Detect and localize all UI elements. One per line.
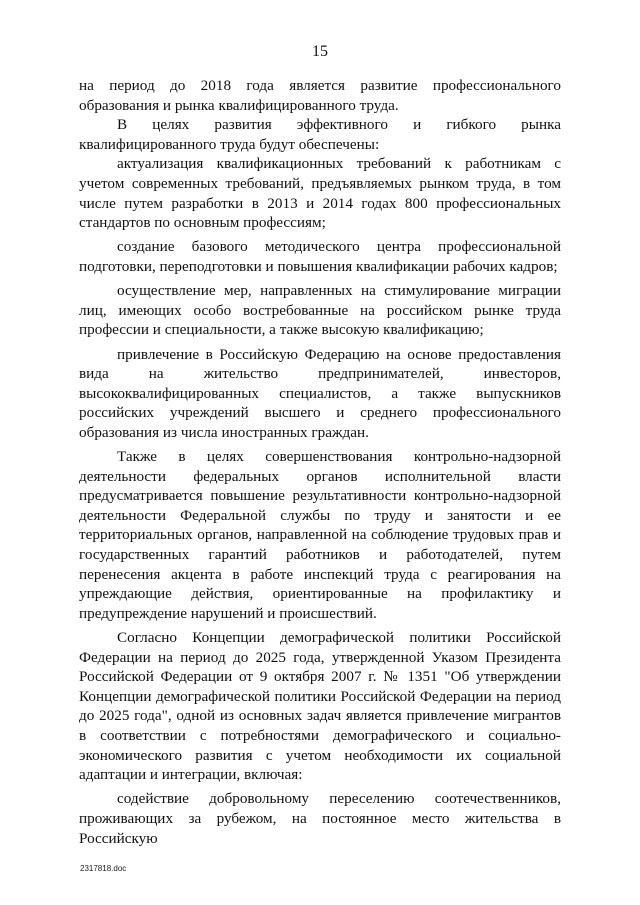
paragraph: содействие добровольному переселению соотечественников, проживающих за рубежом, на постоянное место жительства в Российскую xyxy=(79,790,561,847)
paragraph: В целях развития эффективного и гибкого рынка квалифицированного труда будут обеспечены: xyxy=(79,116,561,153)
paragraph: создание базового методического центра профессиональной подготовки, переподготовки и повышения квалификации рабочих кадров; xyxy=(79,238,561,275)
paragraph: осуществление мер, направленных на стимулирование миграции лиц, имеющих особо востребованные на российском рынке труда профессии и специальности, а также высокую квалификацию; xyxy=(79,282,561,339)
paragraph: актуализация квалификационных требований к работникам с учетом современных требований, предъявляемых рынком труда, в том числе путем разработки в 2013 и 2014 годах 800 профессиональных стандартов по основным профессиям; xyxy=(79,155,561,232)
paragraph: на период до 2018 года является развитие профессионального образования и рынка квалифицированного труда. xyxy=(79,77,561,114)
paragraph: Также в целях совершенствования контрольно-надзорной деятельности федеральных органов исполнительной власти предусматривается повышение результативности контрольно-надзорной деятельности Федеральной службы по труду и занятости и ее территориальных органов, направленной на соблюдение трудовых прав и государственных гарантий работников и работодателей, путем перенесения акцента в работе инспекций труда с реагирования на упреждающие действия, ориентированные на профилактику и предупреждение нарушений и происшествий. xyxy=(79,448,561,622)
paragraph: Согласно Концепции демографической политики Российской Федерации на период до 2025 года, утвержденной Указом Президента Российской Федерации от 9 октября 2007 г. № 1351 "Об утверждении Концепции демографической политики Российской Федерации на период до 2025 года", одной из основных задач является привлечение мигрантов в соответствии с потребностями демографического и социально-экономического развития с учетом необходимости их социальной адаптации и интеграции, включая: xyxy=(79,629,561,784)
page-number: 15 xyxy=(312,43,328,60)
paragraph: привлечение в Российскую Федерацию на основе предоставления вида на жительство предпринимателей, инвесторов, высококвалифицированных специалистов, а также выпускников российских учреждений высшего и среднего профессионального образования из числа иностранных граждан. xyxy=(79,345,561,441)
document-footer-filename: 2317818.doc xyxy=(80,864,127,873)
body-text xyxy=(79,76,561,848)
